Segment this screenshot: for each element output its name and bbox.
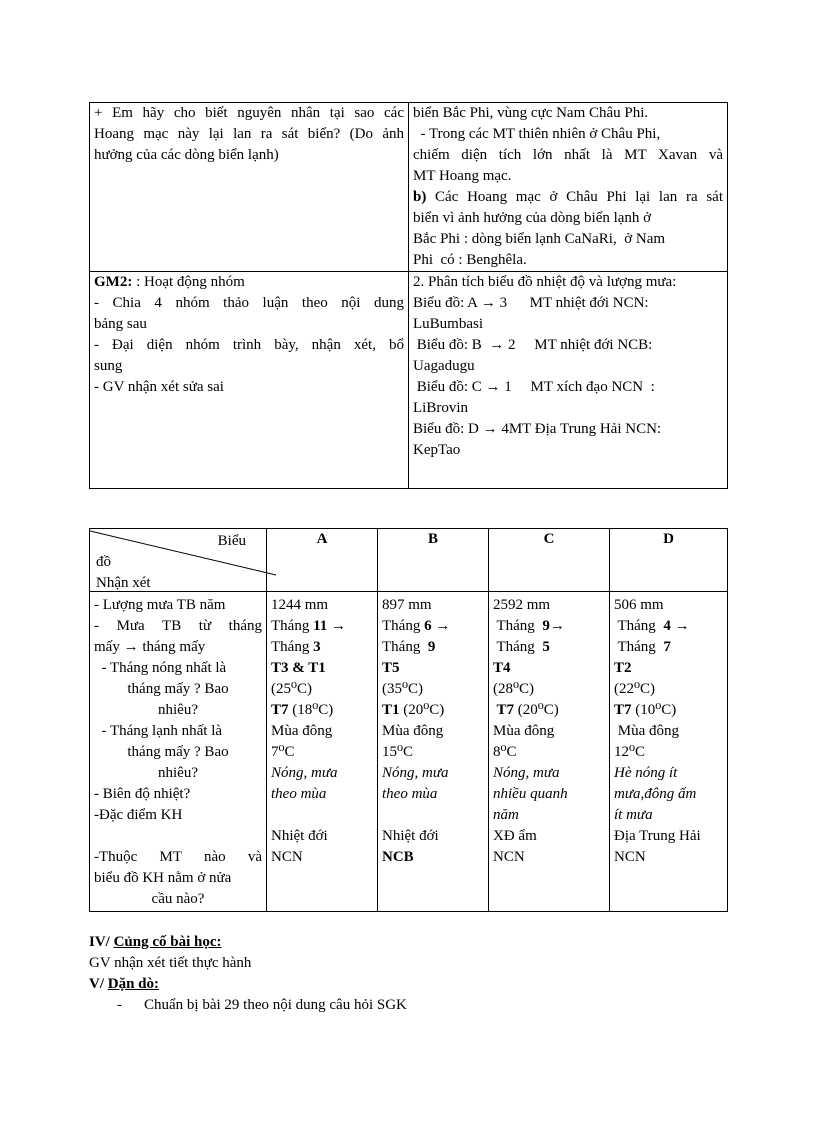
criteria-line: - Lượng mưa TB năm [94, 597, 226, 613]
column-header-a: A [267, 529, 378, 592]
text-line: LuBumbasi [413, 316, 483, 332]
column-header-d: D [610, 529, 728, 592]
text-span: : Hoạt động nhóm [132, 274, 245, 290]
text-line: - Đại diện nhóm trình bày, nhận xét, bổ [94, 337, 404, 353]
environment: Nhiệt đới [382, 828, 439, 844]
amplitude-label: Mùa đông [614, 723, 679, 739]
month-bold: T1 [382, 702, 400, 718]
environment: Địa Trung Hải [614, 828, 701, 844]
column-header-c: C [489, 529, 610, 592]
month-bold: T7 [614, 702, 632, 718]
rainfall-value: 506 mm [614, 597, 664, 613]
environment: Nhiệt đới [271, 828, 328, 844]
list-item [89, 995, 729, 1016]
text-line: bảng sau [94, 316, 147, 332]
list-item-text: Chuẩn bị bài 29 theo nội dung câu hỏi SGK [144, 997, 407, 1013]
diagonal-header-cell [90, 529, 267, 592]
climate-line: theo mùa [382, 786, 438, 802]
text-line: - Chia 4 nhóm thảo luận theo nội dung [94, 295, 404, 311]
table-row [90, 592, 728, 912]
section-number: IV/ [89, 934, 114, 950]
coldest-month [493, 700, 605, 721]
hemisphere: NCB [382, 849, 414, 865]
teacher-activity-cell [90, 272, 409, 489]
section-4-heading [89, 932, 729, 953]
column-d-cell [610, 592, 728, 912]
arrow: → [670, 618, 690, 634]
column-c-cell [489, 592, 610, 912]
amplitude-value: 15⁰C [382, 744, 414, 760]
text-line: Bắc Phi : dòng biển lạnh CaNaRi, ở Nam [413, 231, 666, 247]
month-bold: 7 [663, 639, 671, 655]
climate-line: năm [493, 807, 519, 823]
criteria-line: mấy → tháng mấy [94, 639, 206, 655]
criteria-line: -Thuộc MT nào và [94, 849, 262, 865]
hottest-month: T5 [382, 660, 400, 676]
coldest-month [271, 700, 373, 721]
month-bold: 3 [313, 639, 321, 655]
hottest-month: T2 [614, 660, 632, 676]
text-line: Uagadugu [413, 358, 475, 374]
closing-sections [89, 932, 729, 1016]
criteria-line: biểu đồ KH nằm ở nửa [94, 870, 232, 886]
text-line: - GV nhận xét sửa sai [94, 379, 224, 395]
content-cell [409, 103, 728, 272]
criteria-line: tháng mấy ? Bao [127, 744, 229, 760]
rain-to [382, 637, 484, 658]
hemisphere: NCN [614, 849, 646, 865]
criteria-line: - Tháng lạnh nhất là [94, 723, 223, 739]
text-span: Tháng [382, 639, 428, 655]
text-line: Hoang mạc này lại lan ra sát biển? (Do ảnh [94, 126, 404, 142]
rainfall-value: 897 mm [382, 597, 432, 613]
text-line: Biểu đồ: A → 3 MT nhiệt đới NCN: [413, 295, 649, 311]
climate-line: Nóng, mưa [493, 765, 560, 781]
climate-line: nhiều quanh [493, 786, 568, 802]
text-span: Tháng [382, 618, 425, 634]
coldest-month [614, 700, 723, 721]
text-line [413, 187, 723, 208]
criteria-line: -Đặc điểm KH [94, 807, 183, 823]
gm2-label: GM2: [94, 274, 133, 290]
rain-to [493, 637, 605, 658]
spacer [382, 805, 484, 826]
text-span: Tháng [614, 639, 664, 655]
text-span: Tháng [614, 618, 664, 634]
hemisphere: NCN [271, 849, 303, 865]
column-a-cell [267, 592, 378, 912]
climate-line: Nóng, mưa [271, 765, 338, 781]
amplitude-label: Mùa đông [271, 723, 333, 739]
climate-line: theo mùa [271, 786, 327, 802]
hottest-month: T3 & T1 [271, 660, 326, 676]
text-span: Tháng [493, 639, 543, 655]
arrow: → [431, 618, 451, 634]
text-span: Các Hoang mạc ở Châu Phi lại lan ra sát [426, 189, 723, 205]
climate-line: Hè nóng ít [614, 765, 678, 781]
hottest-temp: (25⁰C) [271, 681, 313, 697]
coldest-month [382, 700, 484, 721]
hottest-temp: (35⁰C) [382, 681, 424, 697]
section-title: Củng cố bài học: [113, 934, 222, 950]
column-b-cell [378, 592, 489, 912]
month-bold: T7 [493, 702, 514, 718]
text-span: Tháng [493, 618, 543, 634]
text-line: MT Hoang mạc. [413, 168, 512, 184]
text-line: LiBrovin [413, 400, 468, 416]
hemisphere: NCN [493, 849, 525, 865]
corner-label-mid: đồ [96, 554, 111, 570]
section-5-heading [89, 974, 729, 995]
text-line: Biểu đồ: D → 4MT Địa Trung Hải NCN: [413, 421, 662, 437]
month-bold: 9 [542, 618, 550, 634]
environment: XĐ ẩm [493, 828, 537, 844]
arrow: → [327, 618, 347, 634]
criteria-line: nhiêu? [158, 765, 198, 781]
label-b: b) [413, 189, 427, 205]
criteria-line: - Biên độ nhiệt? [94, 786, 191, 802]
amplitude-value: 8⁰C [493, 744, 517, 760]
amplitude-label: Mùa đông [382, 723, 444, 739]
rain-to [614, 637, 723, 658]
hottest-temp: (28⁰C) [493, 681, 535, 697]
text-line [94, 272, 404, 293]
text-line: + Em hãy cho biết nguyên nhân tại sao các [94, 105, 404, 121]
rain-from [382, 616, 484, 637]
spacer [271, 805, 373, 826]
chart-analysis-table [89, 528, 728, 912]
amplitude-value: 12⁰C [614, 744, 646, 760]
climate-line: Nóng, mưa [382, 765, 449, 781]
text-line: biển vì ảnh hưởng của dòng biển lạnh ở [413, 210, 652, 226]
criteria-line [94, 826, 262, 847]
rainfall-value: 1244 mm [271, 597, 329, 613]
rain-from [614, 616, 723, 637]
rain-from [493, 616, 605, 637]
criteria-line: - Mưa TB từ tháng [94, 618, 262, 634]
text-span: (10⁰C) [631, 702, 677, 718]
table-row [90, 103, 728, 272]
month-bold: 6 [424, 618, 432, 634]
text-line: Phi có : Benghêla. [413, 252, 527, 268]
text-span: (18⁰C) [288, 702, 334, 718]
rain-from [271, 616, 373, 637]
rain-to [271, 637, 373, 658]
teacher-activity-cell [90, 103, 409, 272]
criteria-line: - Tháng nóng nhất là [94, 660, 227, 676]
table-row [90, 272, 728, 489]
text-span: Tháng [271, 618, 314, 634]
criteria-line: nhiêu? [158, 702, 198, 718]
section-title: Dặn dò: [107, 976, 160, 992]
corner-label-top: Biểu [217, 533, 246, 549]
text-line: sung [94, 358, 123, 374]
table-header-row [90, 529, 728, 592]
text-line: 2. Phân tích biểu đồ nhiệt độ và lượng mưa: [413, 274, 677, 290]
text-line: hưởng của các dòng biển lạnh) [94, 147, 279, 163]
section-4-text: GV nhận xét tiết thực hành [89, 955, 252, 971]
column-header-b: B [378, 529, 489, 592]
hottest-temp: (22⁰C) [614, 681, 656, 697]
criteria-line: tháng mấy ? Bao [127, 681, 229, 697]
arrow: → [549, 618, 565, 634]
climate-line: mưa,đông ấm [614, 786, 697, 802]
bullet-dash: - [117, 997, 122, 1013]
corner-label-bottom: Nhận xét [96, 575, 151, 591]
month-bold: 9 [427, 639, 436, 655]
text-line: - Trong các MT thiên nhiên ở Châu Phi, [413, 126, 661, 142]
month-bold: T7 [271, 702, 289, 718]
criteria-cell [90, 592, 267, 912]
text-line: biển Bắc Phi, vùng cực Nam Châu Phi. [413, 105, 649, 121]
month-bold: 4 [663, 618, 671, 634]
text-line: chiếm diện tích lớn nhất là MT Xavan và [413, 147, 723, 163]
month-bold: 5 [542, 639, 550, 655]
activity-table [89, 102, 728, 489]
month-bold: 11 [313, 618, 328, 634]
criteria-line: cầu nào? [151, 891, 205, 907]
text-span: Tháng [271, 639, 314, 655]
hottest-month: T4 [493, 660, 511, 676]
amplitude-value: 7⁰C [271, 744, 295, 760]
amplitude-label: Mùa đông [493, 723, 555, 739]
content-cell [409, 272, 728, 489]
text-line: Biểu đồ: C → 1 MT xích đạo NCN : [413, 379, 655, 395]
text-span: (20⁰C) [513, 702, 559, 718]
text-span: (20⁰C) [399, 702, 445, 718]
text-line: Biểu đồ: B → 2 MT nhiệt đới NCB: [413, 337, 653, 353]
rainfall-value: 2592 mm [493, 597, 551, 613]
climate-line: ít mưa [614, 807, 653, 823]
section-number: V/ [89, 976, 108, 992]
text-line: KepTao [413, 442, 461, 458]
